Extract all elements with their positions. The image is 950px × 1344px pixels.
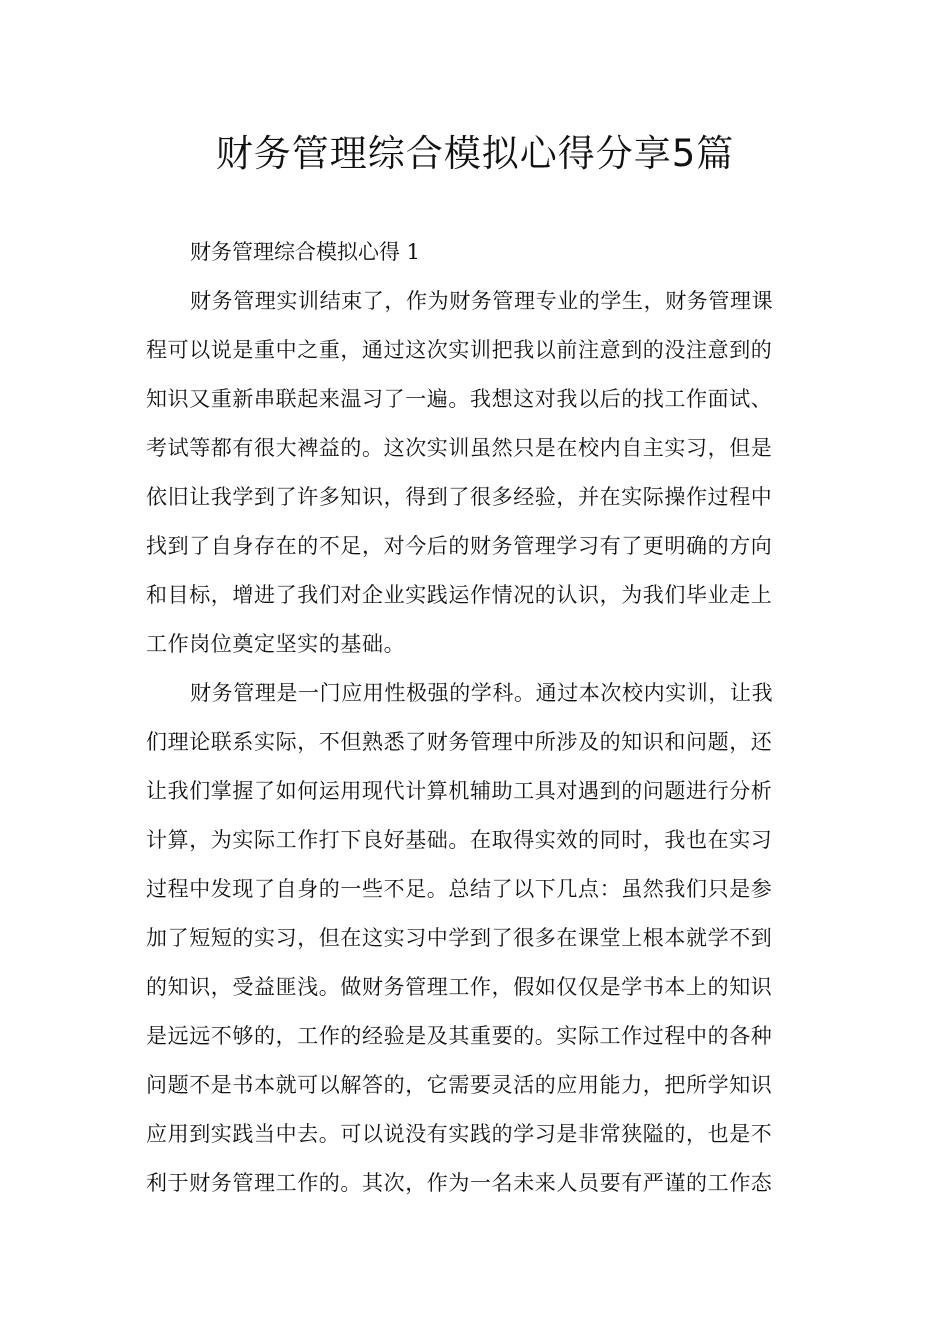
paragraph-line: 是远远不够的，工作的经验是及其重要的。实际工作过程中的各种 bbox=[146, 1024, 773, 1048]
paragraph-line: 过程中发现了自身的一些不足。总结了以下几点：虽然我们只是参 bbox=[146, 877, 773, 901]
paragraph-line: 考试等都有很大裨益的。这次实训虽然只是在校内自主实习，但是 bbox=[146, 436, 773, 460]
document-title: 财务管理综合模拟心得分享5篇 bbox=[215, 132, 735, 175]
paragraph-line: 财务管理是一门应用性极强的学科。通过本次校内实训，让我 bbox=[190, 681, 774, 705]
paragraph-line: 程可以说是重中之重，通过这次实训把我以前注意到的没注意到的 bbox=[146, 338, 773, 362]
paragraph-1 bbox=[146, 277, 806, 669]
paragraph-line: 计算，为实际工作打下良好基础。在取得实效的同时，我也在实习 bbox=[146, 828, 773, 852]
paragraph-line: 让我们掌握了如何运用现代计算机辅助工具对遇到的问题进行分析 bbox=[146, 779, 773, 803]
paragraph-line: 问题不是书本就可以解答的，它需要灵活的应用能力，把所学知识 bbox=[146, 1073, 773, 1097]
paragraph-line: 财务管理实训结束了，作为财务管理专业的学生，财务管理课 bbox=[190, 289, 774, 313]
paragraph-line: 加了短短的实习，但在这实习中学到了很多在课堂上根本就学不到 bbox=[146, 926, 773, 950]
paragraph-2 bbox=[146, 669, 806, 1208]
section-heading: 财务管理综合模拟心得 1 bbox=[190, 240, 421, 264]
paragraph-line: 依旧让我学到了许多知识，得到了很多经验，并在实际操作过程中 bbox=[146, 485, 773, 509]
paragraph-line: 的知识，受益匪浅。做财务管理工作，假如仅仅是学书本上的知识 bbox=[146, 975, 773, 999]
paragraph-line: 找到了自身存在的不足，对今后的财务管理学习有了更明确的方向 bbox=[146, 534, 773, 558]
paragraph-line: 工作岗位奠定坚实的基础。 bbox=[146, 632, 406, 656]
document-body bbox=[146, 228, 806, 1208]
paragraph-line: 利于财务管理工作的。其次，作为一名未来人员要有严谨的工作态 bbox=[146, 1171, 773, 1195]
paragraph-line: 们理论联系实际，不但熟悉了财务管理中所涉及的知识和问题，还 bbox=[146, 730, 773, 754]
paragraph-line: 知识又重新串联起来温习了一遍。我想这对我以后的找工作面试、 bbox=[146, 387, 773, 411]
paragraph-line: 和目标，增进了我们对企业实践运作情况的认识，为我们毕业走上 bbox=[146, 583, 773, 607]
paragraph-line: 应用到实践当中去。可以说没有实践的学习是非常狭隘的，也是不 bbox=[146, 1122, 773, 1146]
